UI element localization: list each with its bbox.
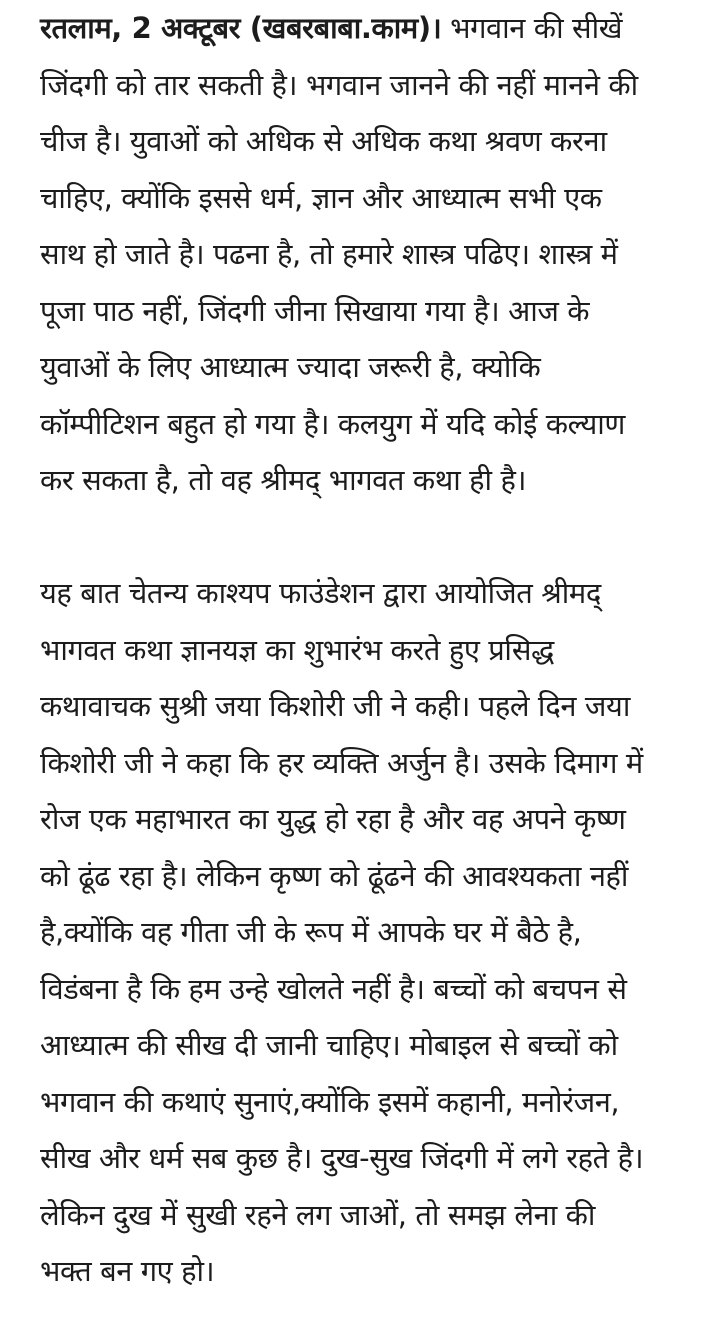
article-line: आध्यात्म की सीख दी जानी चाहिए। मोबाइल से बच्चों को xyxy=(40,1028,618,1062)
article-line: भगवान की कथाएं सुनाएं,क्योंकि इसमें कहानी, मनोरंजन, xyxy=(40,1084,620,1119)
article-line: लेकिन दुख में सुखी रहने लग जाओं, तो समझ लेना की xyxy=(40,1197,596,1232)
article-body xyxy=(40,0,690,1300)
article-line: विडंबना है कि हम उन्हे खोलते नहीं है। बच्चों को बचपन से xyxy=(40,971,627,1006)
article-line: युवाओं के लिए आध्यात्म ज्यादा जरूरी है, क्योकि xyxy=(40,350,541,384)
article-line: किशोरी जी ने कहा कि हर व्यक्ति अर्जुन है। उसके दिमाग में xyxy=(40,745,643,780)
article-line: सीख और धर्म सब कुछ है। दुख-सुख जिंदगी में लगे रहते है। xyxy=(40,1141,644,1175)
article-line: भक्त बन गए हो। xyxy=(40,1254,215,1288)
article-line: चीज है। युवाओं को अधिक से अधिक कथा श्रवण करना xyxy=(40,124,607,158)
article-line: है,क्योंकि वह गीता जी के रूप में आपके घर में बैठे है, xyxy=(40,915,582,949)
paragraph-2 xyxy=(40,565,690,1300)
article-line: यह बात चेतन्य काश्यप फाउंडेशन द्वारा आयोजित श्रीमद् xyxy=(40,576,601,610)
article-line: कर सकता है, तो वह श्रीमद् भागवत कथा ही है। xyxy=(40,463,527,497)
article-line: को ढूंढ रहा है। लेकिन कृष्ण को ढूंढने की आवश्यकता नहीं xyxy=(40,858,629,893)
article-line xyxy=(40,0,690,57)
article-line: चाहिए, क्योंकि इससे धर्म, ज्ञान और आध्यात्म सभी एक xyxy=(40,180,602,215)
dateline: रतलाम, 2 अक्टूबर (खबरबाबा.काम)। xyxy=(40,11,442,45)
article-line: साथ हो जाते है। पढना है, तो हमारे शास्त्र पढिए। शास्त्र में xyxy=(40,237,618,271)
article-line: कॉम्पीटिशन बहुत हो गया है। कलयुग में यदि कोई कल्याण xyxy=(40,406,625,441)
paragraph-1 xyxy=(40,0,690,509)
paragraph-gap xyxy=(40,509,690,566)
article-line: भागवत कथा ज्ञानयज्ञ का शुभारंभ करते हुए प्रसिद्ध xyxy=(40,632,554,667)
line-text: भगवान की सीखें xyxy=(441,11,623,45)
article-line: कथावाचक सुश्री जया किशोरी जी ने कही। पहले दिन जया xyxy=(40,689,630,723)
article-line: पूजा पाठ नहीं, जिंदगी जीना सिखाया गया है। आज के xyxy=(40,293,590,328)
article-line: रोज एक महाभारत का युद्ध हो रहा है और वह अपने कृष्ण xyxy=(40,802,626,836)
article-line: जिंदगी को तार सकती है। भगवान जानने की नहीं मानने की xyxy=(40,67,638,102)
